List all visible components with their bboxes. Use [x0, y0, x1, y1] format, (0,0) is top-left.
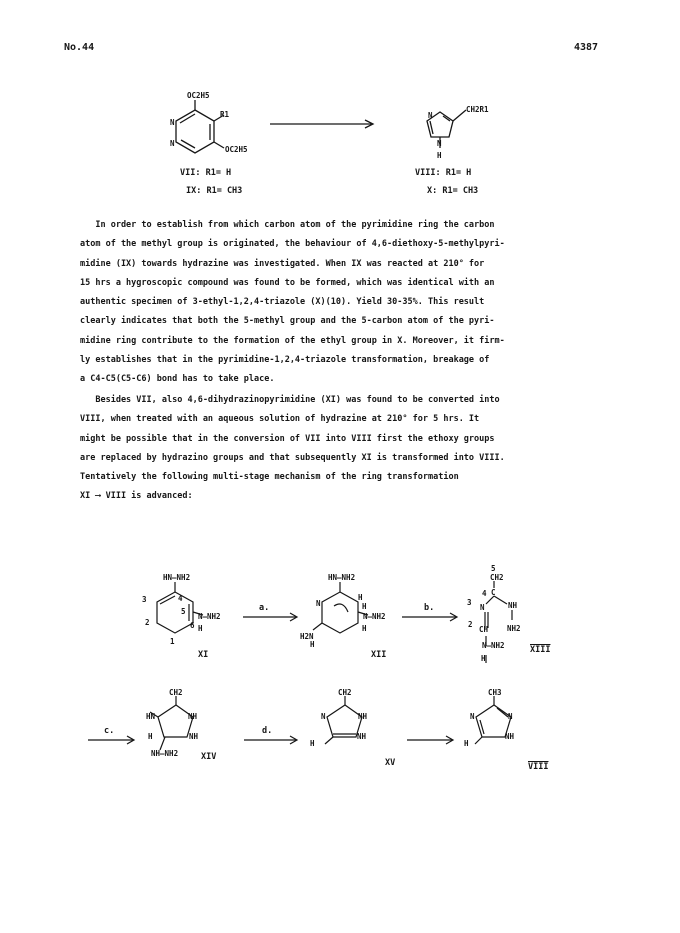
step-b-label: b. — [424, 603, 435, 613]
svg-text:CH2: CH2 — [338, 688, 352, 697]
journal-issue: No.44 — [64, 42, 95, 53]
xii-ring — [322, 592, 358, 633]
svg-text:H: H — [358, 593, 363, 602]
compound-ix-label: IX: R1= CH3 — [186, 186, 243, 196]
compound-vii-label: VII: R1= H — [180, 168, 232, 178]
step-c-label: c. — [104, 726, 115, 736]
svg-text:H: H — [362, 602, 367, 611]
svg-text:N: N — [480, 603, 485, 612]
svg-text:CH2R1: CH2R1 — [466, 105, 489, 114]
svg-text:H: H — [310, 640, 315, 649]
svg-text:OC2H5: OC2H5 — [225, 145, 248, 154]
svg-text:N—NH2: N—NH2 — [482, 641, 505, 650]
svg-text:4: 4 — [178, 594, 183, 603]
compound-xv-label: XV — [385, 758, 396, 768]
svg-text:N: N — [170, 139, 175, 148]
step-d-label: d. — [262, 726, 273, 736]
compound-xiii-label: XIII — [530, 645, 551, 655]
svg-text:NH—NH2: NH—NH2 — [151, 749, 179, 758]
svg-text:N: N — [428, 111, 433, 120]
svg-text:3: 3 — [142, 595, 147, 604]
svg-text:2: 2 — [145, 618, 150, 627]
svg-text:5: 5 — [491, 564, 496, 573]
svg-text:CH3: CH3 — [488, 688, 502, 697]
svg-text:NH: NH — [358, 712, 368, 721]
paragraph-1: In order to establish from which carbon atom of the pyrimidine ring the carbon atom of the methyl group is originated, the behaviour of 4,6-diethoxy-5-methylpyri- midine (IX) towards hydrazine was investigated. When IX was reacted at 210° for 15 hrs a hygroscopic compound was found to be formed, which was identical with an authentic specimen of 3-ethyl-1,2,4-triazole (X)(10). Yield 30-35%. This result clearly indicates that both the 5-methyl group and the 5-carbon atom of the pyri- midine ring contribute to the formation of the ethyl group in X. Moreover, it firm- ly establishes that in the pyrimidine-1,2,4-triazole transformation, breakage of a C4-C5(C5-C6) bond has to take place. — [80, 220, 505, 385]
compound-viii-mech-label: VIII — [528, 762, 549, 772]
svg-text:5: 5 — [181, 607, 186, 616]
xiv-ring — [158, 705, 193, 737]
svg-text:NH2: NH2 — [507, 624, 521, 633]
svg-text:H: H — [148, 732, 153, 741]
svg-text:H: H — [362, 624, 367, 633]
svg-text:1: 1 — [170, 637, 175, 646]
svg-text:H2N: H2N — [300, 632, 314, 641]
svg-text:N: N — [470, 712, 475, 721]
svg-text:H: H — [437, 151, 442, 160]
svg-text:HN: HN — [146, 712, 156, 721]
compound-xiv-label: XIV — [201, 752, 217, 762]
svg-text:N: N — [437, 139, 442, 148]
svg-text:N: N — [321, 712, 326, 721]
svg-text:4: 4 — [482, 589, 487, 598]
svg-text:3: 3 — [467, 598, 472, 607]
svg-text:NH: NH — [508, 601, 518, 610]
step-a-label: a. — [259, 603, 270, 613]
paragraph-2: Besides VII, also 4,6-dihydrazinopyrimidine (XI) was found to be converted into VIII, when treated with an aqueous solution of hydrazine at 210° for 5 hrs. It might be possible that in the conversion of VII into VIII first the ethoxy groups are replaced by hydrazino groups and that subsequently XI is transformed into VIII. Tentatively the following multi-stage mechanism of the ring transformation XI ⟶ VIII is advanced: — [80, 395, 505, 502]
svg-text:H: H — [481, 654, 486, 663]
svg-text:N: N — [170, 118, 175, 127]
xi-ring — [157, 592, 193, 633]
page-number: 4387 — [574, 42, 599, 53]
svg-text:N—NH2: N—NH2 — [198, 612, 221, 621]
svg-text:H: H — [464, 739, 469, 748]
svg-text:OC2H5: OC2H5 — [187, 91, 210, 100]
svg-text:N: N — [508, 712, 513, 721]
compound-viii-label: VIII: R1= H — [415, 168, 472, 178]
svg-text:CH: CH — [479, 625, 489, 634]
svg-text:6: 6 — [190, 621, 195, 630]
svg-text:NH: NH — [357, 732, 367, 741]
compound-xii-label: XII — [371, 650, 387, 660]
svg-text:HN—NH2: HN—NH2 — [328, 573, 356, 582]
svg-text:H: H — [198, 624, 203, 633]
svg-text:NH: NH — [189, 732, 199, 741]
svg-text:NH: NH — [505, 732, 515, 741]
svg-text:2: 2 — [468, 620, 473, 629]
svg-text:H: H — [310, 739, 315, 748]
svg-text:C: C — [491, 588, 496, 597]
compound-xi-label: XI — [198, 650, 209, 660]
svg-text:NH: NH — [188, 712, 198, 721]
svg-text:CH2: CH2 — [490, 573, 504, 582]
svg-text:HN—NH2: HN—NH2 — [163, 573, 191, 582]
svg-text:CH2: CH2 — [169, 688, 183, 697]
svg-text:R1: R1 — [220, 110, 230, 119]
compound-x-label: X: R1= CH3 — [427, 186, 479, 196]
svg-text:N: N — [316, 599, 321, 608]
svg-text:N—NH2: N—NH2 — [363, 612, 386, 621]
